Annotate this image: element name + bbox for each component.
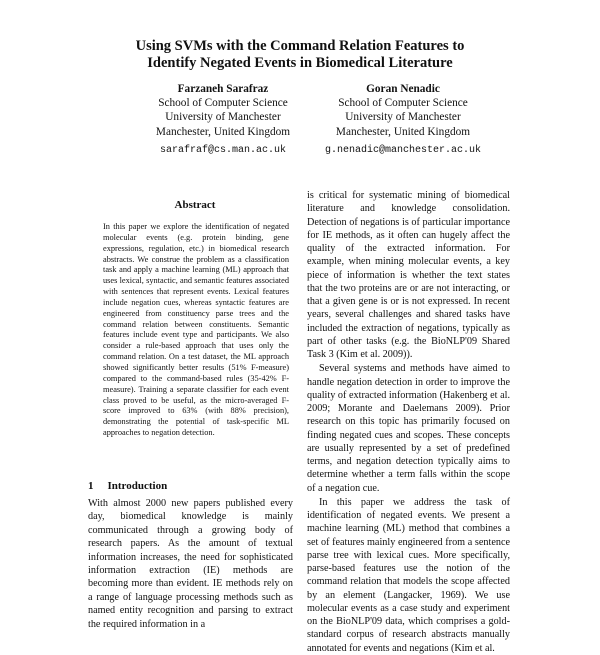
author-affiliation-line: Manchester, United Kingdom <box>155 125 291 138</box>
title-line-1: Using SVMs with the Command Relation Features to <box>135 38 465 54</box>
right-column <box>307 189 510 655</box>
author-affiliation-line: School of Computer Science <box>158 97 288 110</box>
author-affiliation-line: School of Computer Science <box>338 97 468 110</box>
author-affiliation-line: University of Manchester <box>345 111 461 124</box>
author-affiliation-line: Manchester, United Kingdom <box>335 125 471 138</box>
section-number: 1 <box>88 480 94 492</box>
section-heading <box>88 480 181 492</box>
abstract-heading: Abstract <box>174 199 216 211</box>
intro-text: With almost 2000 new papers published every day, biomedical knowledge is mainly communicated through a growing body of research papers. As the amount of textual information increases, the need for sophisticated information extraction (IE) methods are becoming more than evident. IE methods rely on a range of language processing methods such as named entity recognition and parsing to extract the required information in a <box>88 498 293 630</box>
author-name: Goran Nenadic <box>366 83 440 95</box>
author-email: sarafraf@cs.man.ac.uk <box>159 144 287 156</box>
paper-title <box>0 38 600 72</box>
section-title: Introduction <box>107 480 168 492</box>
author-block-1 <box>128 82 318 158</box>
author-block-2 <box>298 82 508 158</box>
author-name: Farzaneh Sarafraz <box>177 83 269 95</box>
author-affiliation-line: University of Manchester <box>165 111 281 124</box>
paragraph: In this paper we address the task of identification of negated events. We present a machine learning (ML) method that combines a set of features mainly engineered from a sentence parse tree with lexical cues. More specifically, parse-based features use the notion of the command relation that models the scope affected by an element (Langacker, 1969). We use molecular events as a case study and experiment on the BioNLP'09 data, which comprises a gold-standard corpus of research abstracts manually annotated for events and negations (Kim et al. <box>307 496 510 654</box>
title-line-2: Identify Negated Events in Biomedical Literature <box>147 55 453 71</box>
abstract-text: In this paper we explore the identification of negated molecular events (e.g. protein binding, gene expressions, regulation, etc.) in biomedical research abstracts. We construe the problem as a classification task and apply a machine learning (ML) approach that uses lexical, syntactic, and semantic features associated with sentences that represent events. Lexical features include negation cues, whereas syntactic features are engineered from constituency parse trees and the command relation between constituents. Semantic features include event type and participants. We also consider a rule-based approach that uses only the command relation. On a test dataset, the ML approach showed significantly better results (51% F-measure) compared to the command-based rules (35-42% F-measure). Training a separate classifier for each event class proved to be useful, as the micro-averaged F-score improved to 63% (with 88% precision), demonstrating the potential of task-specific ML approaches to negation detection. <box>103 222 289 438</box>
author-email: g.nenadic@manchester.ac.uk <box>324 144 482 156</box>
paragraph: is critical for systematic mining of biomedical literature and knowledge consolidation. Detection of negations is of particular importance for IE methods, as it often can hugely affect the quality of the extracted information. For example, when mining molecular events, a key piece of information is whether the text states that the two proteins are or are not interacting, or that a given gene is or is not expressed. In recent years, several challenges and shared tasks have included the extraction of negations, typically as part of other tasks (e.g. the BioNLP'09 Shared Task 3 (Kim et al. 2009)). <box>307 190 510 360</box>
paragraph: Several systems and methods have aimed to handle negation detection in order to improve the quality of extracted information (Hakenberg et al. 2009; Morante and Daelemans 2009). Prior research on this topic has primarily focused on finding negated cues and scopes. These concepts are usually represented by a set of predefined terms, and negation detection typically aims to determine whether a term falls within the scope of a negation cue. <box>307 363 510 494</box>
